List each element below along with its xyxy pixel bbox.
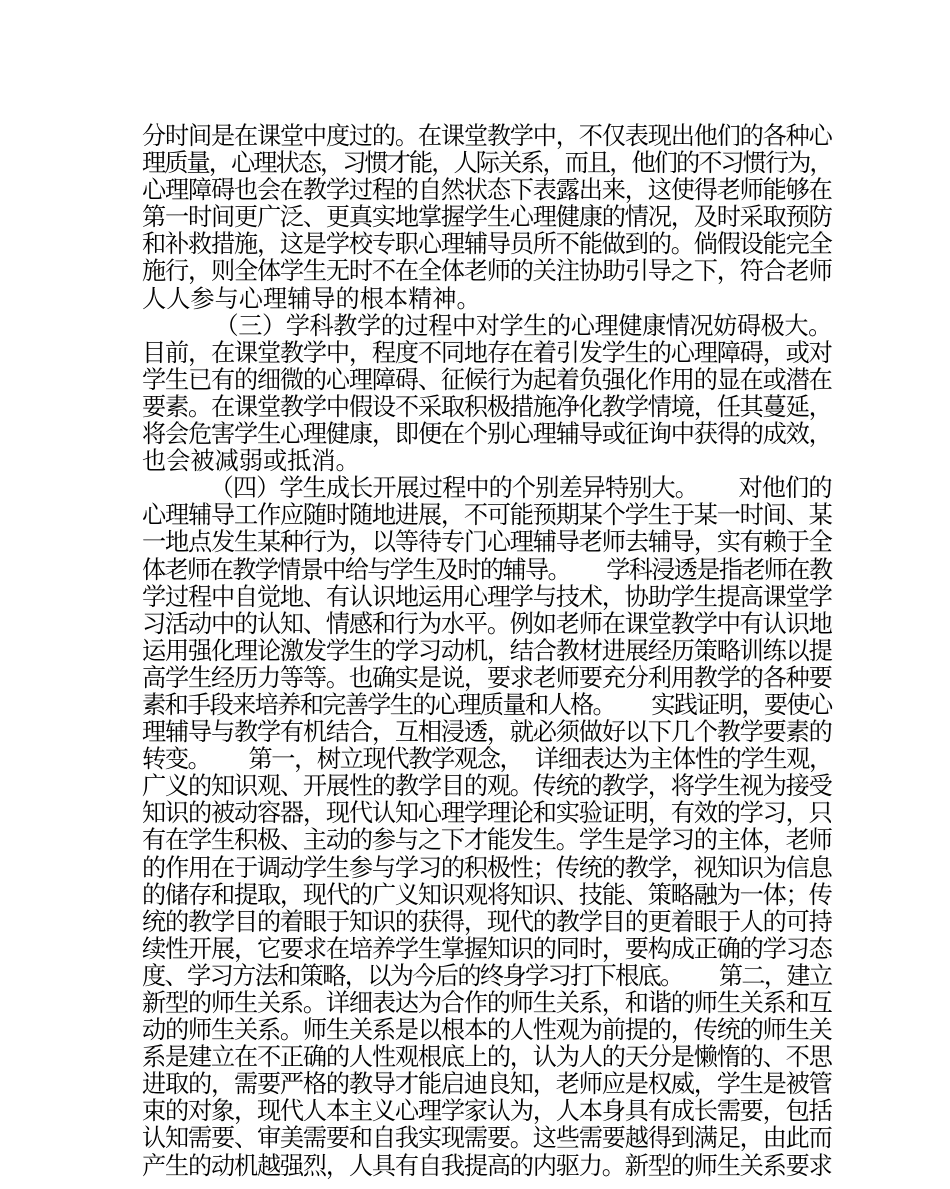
text-line: 转变。 第一，树立现代教学观念， 详细表达为主体性的学生观，	[142, 745, 832, 774]
body-text	[142, 122, 832, 1180]
text-line: 的作用在于调动学生参与学习的积极性；传统的教学，视知识为信息	[142, 853, 832, 882]
text-line: 分时间是在课堂中度过的。在课堂教学中，不仅表现出他们的各种心	[142, 122, 832, 150]
text-line: 目前，在课堂教学中，程度不同地存在着引发学生的心理障碍，或对	[142, 338, 832, 367]
text-line: 束的对象，现代人本主义心理学家认为，人本身具有成长需要，包括	[142, 1097, 832, 1126]
text-line: 续性开展，它要求在培养学生掌握知识的同时，要构成正确的学习态	[142, 934, 832, 963]
text-line: 知识的被动容器，现代认知心理学理论和实验证明，有效的学习，只	[142, 799, 832, 828]
text-line: 理质量，心理状态，习惯才能，人际关系，而且，他们的不习惯行为，	[142, 149, 832, 178]
text-line: （三）学科教学的过程中对学生的心理健康情况妨碍极大。	[142, 311, 832, 340]
text-line: 产生的动机越强烈，人具有自我提高的内驱力。新型的师生关系要求	[142, 1151, 832, 1180]
text-line: 和补救措施，这是学校专职心理辅导员所不能做到的。倘假设能完全	[142, 230, 832, 259]
text-line: 理辅导与教学有机结合，互相浸透，就必须做好以下几个教学要素的	[142, 718, 832, 747]
text-line: 有在学生积极、主动的参与之下才能发生。学生是学习的主体，老师	[142, 826, 832, 855]
text-line: 高学生经历力等等。也确实是说，要求老师要充分利用教学的各种要	[142, 663, 832, 692]
text-line: 一地点发生某种行为，以等待专门心理辅导老师去辅导，实有赖于全	[142, 528, 832, 557]
text-line: 习活动中的认知、情感和行为水平。例如老师在课堂教学中有认识地	[142, 609, 832, 638]
text-line: 度、学习方法和策略，以为今后的终身学习打下根底。 第二，建立	[142, 961, 832, 990]
text-line: 将会危害学生心理健康，即便在个别心理辅导或征询中获得的成效，	[142, 420, 832, 449]
text-line: 动的师生关系。师生关系是以根本的人性观为前提的，传统的师生关	[142, 1016, 832, 1045]
text-line: 施行，则全体学生无时不在全体老师的关注协助引导之下，符合老师	[142, 257, 832, 286]
text-line: 广义的知识观、开展性的教学目的观。传统的教学，将学生视为接受	[142, 772, 832, 801]
text-line: 人人参与心理辅导的根本精神。	[142, 284, 481, 313]
text-line: 也会被减弱或抵消。	[142, 447, 360, 476]
text-line: 统的教学目的着眼于知识的获得，现代的教学目的更着眼于人的可持	[142, 907, 832, 936]
text-line: 认知需要、审美需要和自我实现需要。这些需要越得到满足，由此而	[142, 1124, 832, 1153]
text-line: 心理辅导工作应随时随地进展，不可能预期某个学生于某一时间、某	[142, 501, 832, 530]
text-line: 运用强化理论激发学生的学习动机，结合教材进展经历策略训练以提	[142, 636, 832, 665]
text-line: 的储存和提取，现代的广义知识观将知识、技能、策略融为一体；传	[142, 880, 832, 909]
text-line: 进取的，需要严格的教导才能启迪良知，老师应是权威，学生是被管	[142, 1070, 832, 1099]
text-line: 新型的师生关系。详细表达为合作的师生关系，和谐的师生关系和互	[142, 989, 832, 1017]
text-line: （四）学生成长开展过程中的个别差异特别大。 对他们的	[142, 474, 832, 503]
text-line: 学过程中自觉地、有认识地运用心理学与技术，协助学生提高课堂学	[142, 582, 832, 611]
text-line: 素和手段来培养和完善学生的心理质量和人格。 实践证明，要使心	[142, 690, 832, 719]
text-line: 第一时间更广泛、更真实地掌握学生心理健康的情况，及时采取预防	[142, 203, 832, 232]
text-line: 体老师在教学情景中给与学生及时的辅导。 学科浸透是指老师在教	[142, 555, 832, 584]
text-line: 学生已有的细微的心理障碍、征候行为起着负强化作用的显在或潜在	[142, 365, 832, 394]
text-line: 心理障碍也会在教学过程的自然状态下表露出来，这使得老师能够在	[142, 176, 832, 205]
text-line: 系是建立在不正确的人性观根底上的，认为人的天分是懒惰的、不思	[142, 1043, 832, 1072]
text-line: 要素。在课堂教学中假设不采取积极措施净化教学情境，任其蔓延，	[142, 392, 832, 421]
